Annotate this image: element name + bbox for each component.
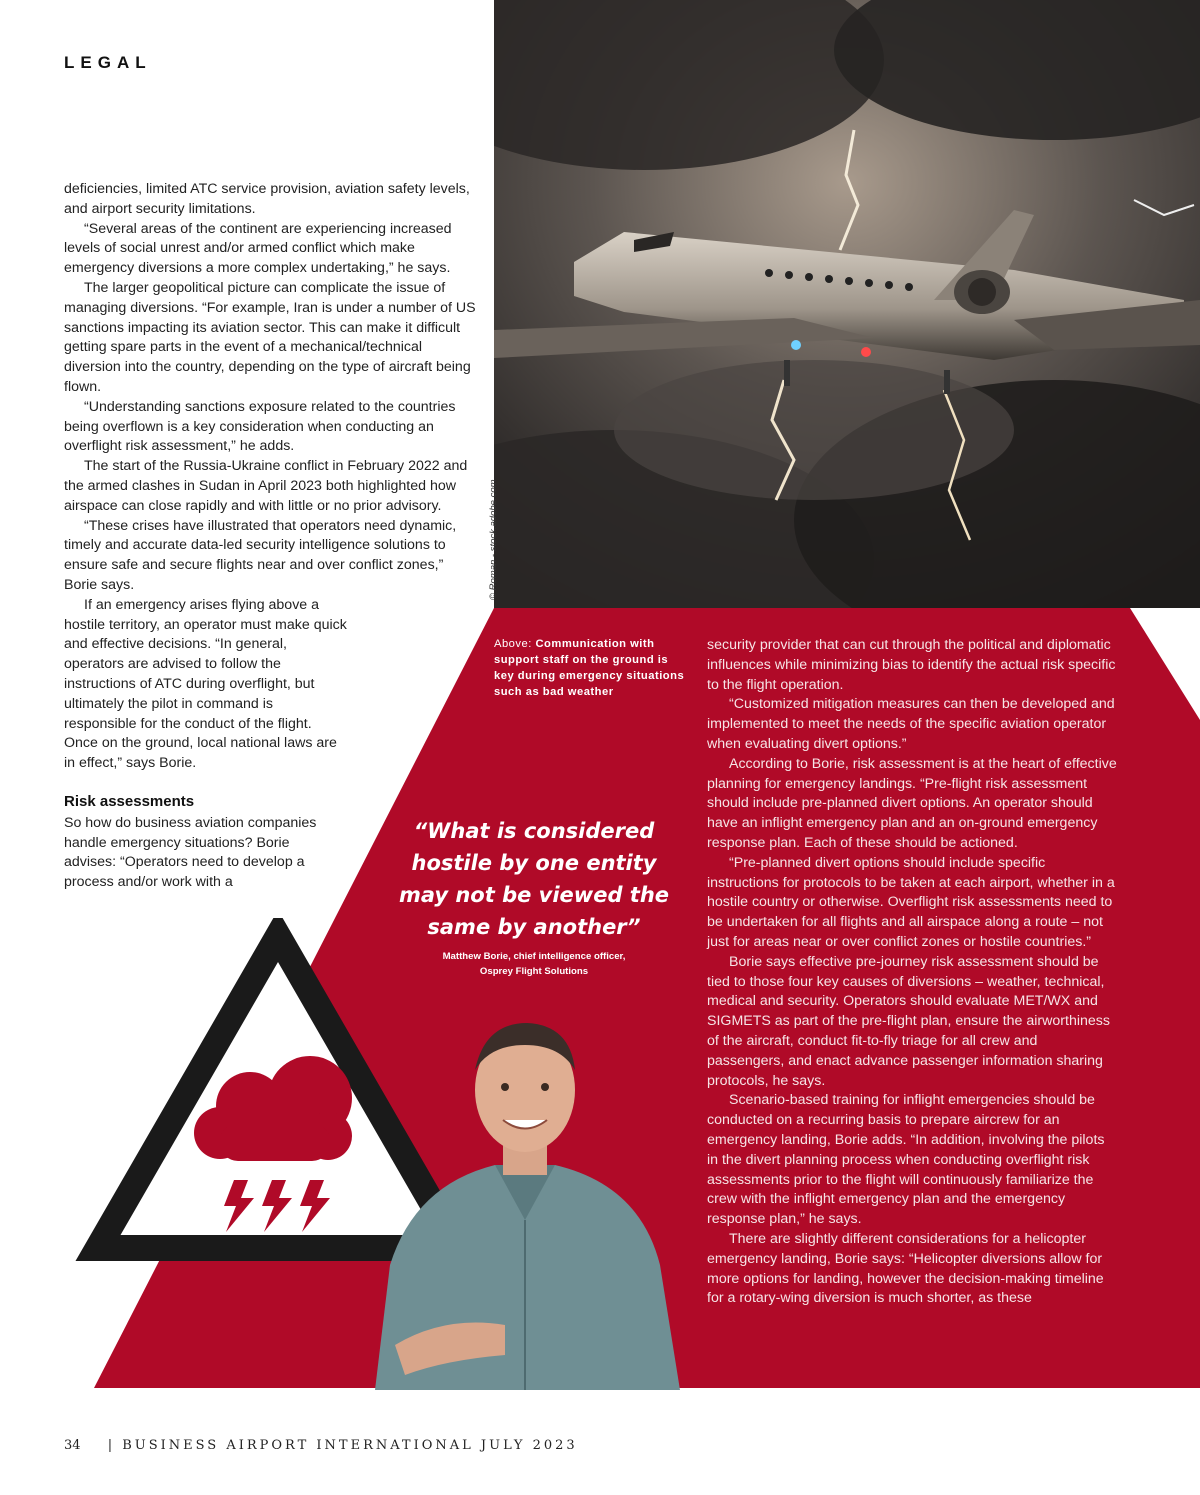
issue-date: JULY 2023: [480, 1438, 578, 1453]
paragraph: So how do business aviation companies handle emergency situations? Borie advises: “Operators need to develop a process and/or work with a: [64, 814, 317, 891]
photo-credit: © Roman - stock.adobe.com: [488, 479, 499, 600]
paragraph: There are slightly different considerations for a helicopter emergency landing, Borie says: “Helicopter diversions allow for more options for landing, however the decision-making timeline for a rotary-wing diversion is much shorter, as these: [707, 1230, 1104, 1307]
quote-text: “What is considered hostile by one entity may not be viewed the same by another”: [398, 819, 670, 939]
publication-name: | BUSINESS AIRPORT INTERNATIONAL: [107, 1438, 474, 1453]
paragraph: Scenario-based training for inflight emergencies should be conducted on a recurring basis to prepare aircrew for an emergency landing, Borie adds. “In addition, involving the pilots in the divert planning process when conducting overflight risk assessments prior to the flight will continuously familiarize the crew with the inflight emergency plan and the emergency response plan,” he says.: [707, 1092, 1105, 1228]
paragraph: If an emergency arises flying above a hostile territory, an operator must make quick and effective decisions. “In general, operators are advised to follow the instructions of ATC during overflight, but ultimately the pilot in command is responsible for the conduct of the flight. Once on the ground, local national laws are in effect,” says Borie.: [64, 596, 347, 772]
attribution-line: Osprey Flight Solutions: [479, 966, 589, 977]
paragraph: “Customized mitigation measures can then be developed and implemented to meet the needs of the specific aviation operator when evaluating divert options.”: [707, 696, 1115, 752]
page-footer: [64, 1438, 578, 1453]
article-column-left: [64, 180, 476, 893]
paragraph: deficiencies, limited ATC service provision, aviation safety levels, and airport security limitations.: [64, 181, 470, 217]
paragraph: The start of the Russia-Ukraine conflict in February 2022 and the armed clashes in Sudan in April 2023 both highlighted how airspace can close rapidly and with little or no prior advisory.: [64, 458, 468, 514]
paragraph: “These crises have illustrated that operators need dynamic, timely and accurate data-led security intelligence solutions to ensure safe and secure flights near and over conflict zones,” Borie says.: [64, 517, 457, 593]
photo-caption: [494, 636, 690, 700]
paragraph: “Understanding sanctions exposure related to the countries being overflown is a key consideration when conducting an overflight risk assessment,” he adds.: [64, 398, 456, 455]
subheading: Risk assessments: [64, 792, 195, 810]
portrait-matthew-borie: [355, 1015, 695, 1390]
paragraph: “Several areas of the continent are experiencing increased levels of social unrest and/or armed conflict which make emergency diversions a more complex undertaking,” he says.: [64, 220, 452, 277]
article-column-right: [707, 636, 1117, 1309]
section-label: LEGAL: [64, 53, 152, 72]
page-number: 34: [64, 1438, 81, 1453]
caption-text: Communication with support staff on the ground is key during emergency situations such as bad weather: [494, 638, 685, 698]
attribution-line: Matthew Borie, chief intelligence officer,: [442, 951, 626, 962]
paragraph: Borie says effective pre-journey risk assessment should be tied to those four key causes of diversions – weather, technical, medical and security. Operators should evaluate MET/WX and SIGMETS as part of the pre-flight plan, ensure the airworthiness of the aircraft, conduct fit-to-fly triage for all crew and passengers, and enact advance passenger information sharing protocols, he says.: [707, 953, 1110, 1089]
paragraph: security provider that can cut through the political and diplomatic influences while minimizing bias to identify the actual risk specific to the flight operation.: [707, 637, 1116, 693]
caption-lead: Above:: [494, 638, 532, 650]
paragraph: “Pre-planned divert options should include specific instructions for protocols to be taken at each airport, whether in a hostile country or otherwise. Overflight risk assessments need to be undertaken for all flights and all airspace along a route – not just for areas near or over conflict zones or hostile countries.”: [707, 854, 1115, 950]
paragraph: The larger geopolitical picture can complicate the issue of managing diversions. “For example, Iran is under a number of US sanctions impacting its aviation sector. This can make it difficult getting spare parts in the event of a mechanical/technical diversion into the country, depending on the type of aircraft being flown.: [64, 279, 476, 395]
hero-photo-jet-storm: [494, 0, 1200, 608]
paragraph: According to Borie, risk assessment is at the heart of effective planning for emergency landings. “Pre-flight risk assessment should include pre-planned divert options. An operator should have an inflight emergency plan and an on-ground emergency response plan. Each of these should be actioned.: [707, 755, 1117, 851]
